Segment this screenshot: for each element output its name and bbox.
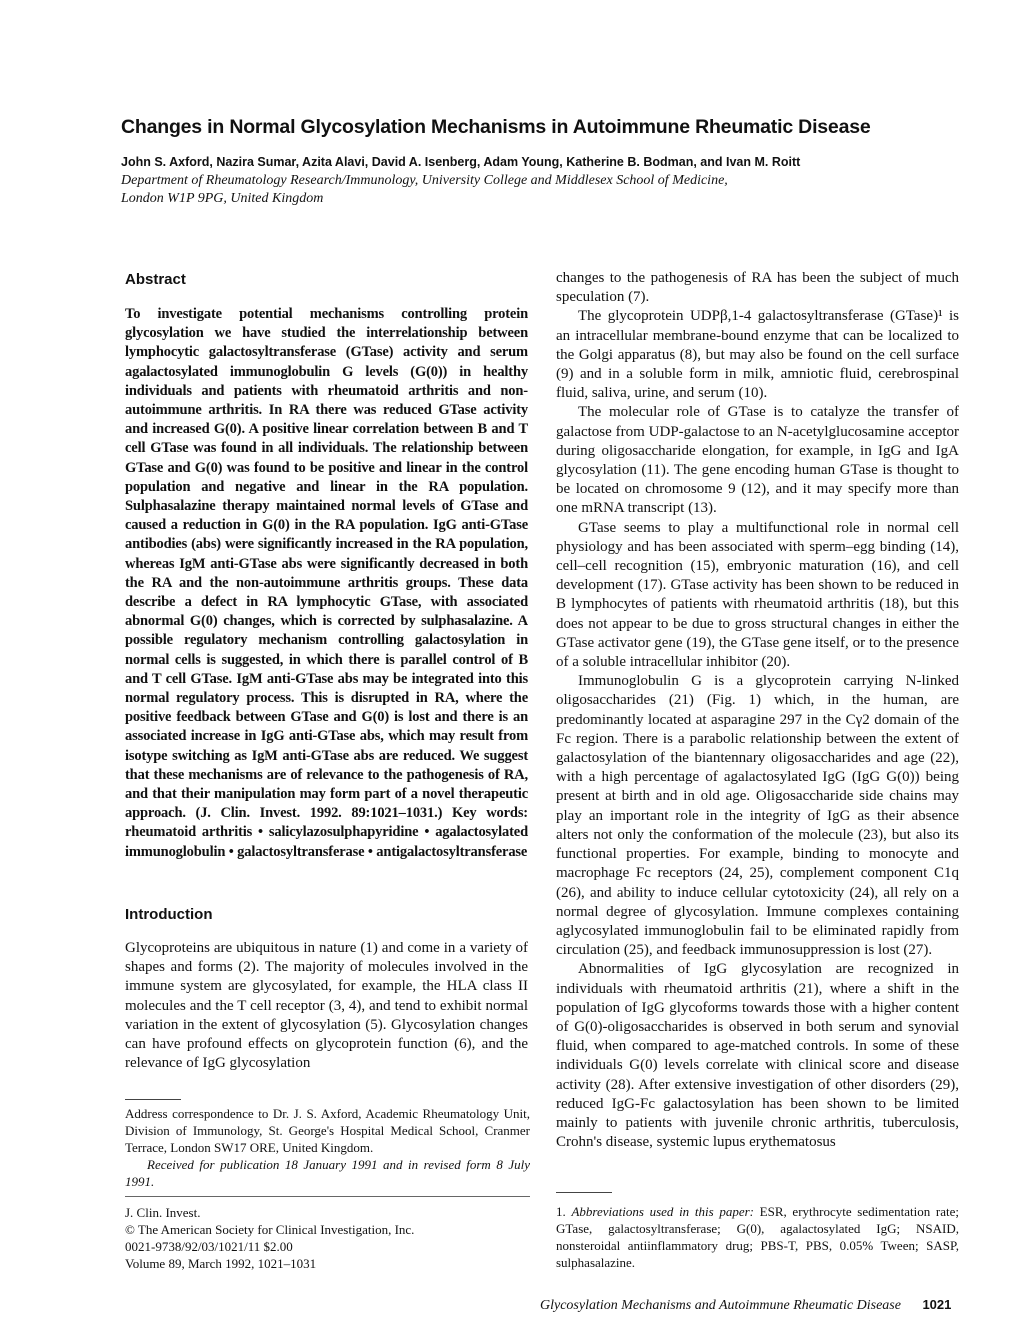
issn-line: 0021-9738/92/03/1021/11 $2.00 [125,1239,293,1254]
volume-line: Volume 89, March 1992, 1021–1031 [125,1256,317,1271]
journal-name: J. Clin. Invest. [125,1205,201,1220]
paragraph: Immunoglobulin G is a glycoprotein carrying N-linked oligosaccharides (21) (Fig. 1) which, in the human, are predominantly located at asparagine 297 in the Cγ2 domain of the Fc region. There is a parabolic relationship between the extent of galactosylation of the biantennary oligosaccharides and age (22), with a high percentage of agalactosylated IgG (IgG G(0)) being present at birth and in old age. Oligosaccharide side chains may play an important role in the integrity of IgG as their absence alters not only the conformation of the molecule (23), but also its functional properties. For example, binding to monocyte and macrophage Fc receptors (24, 25), complement component C1q (26), and ability to induce cellular cytotoxicity (24), all rely on a normal degree of glycosylation. Immune complexes containing aglycosylated immunoglobulin fail to be eliminated rapidly from circulation (25), and feedback immunosuppression is lost (27). [556,673,959,959]
journal-info [125,1204,530,1272]
paper-title: Changes in Normal Glycosylation Mechanisms in Autoimmune Rheumatic Disease [121,116,871,138]
page-number: 1021 [922,1297,952,1312]
page-footer [540,1297,960,1314]
paragraph: Abnormalities of IgG glycosylation are recognized in individuals with rheumatoid arthritis (21), where a shift in the population of IgG glycoforms towards those with a higher content of G(0)-oligosaccharides is observed in both serum and synovial fluid, when compared to age-matched controls. In some of these individuals G(0) levels correlate with clinical score and disease activity (28). After extensive investigation of other disorders (29), reduced IgG-Fc galactosylation has been shown to be limited mainly to patients with juvenile chronic arthritis, tuberculosis, Crohn's disease, systemic lupus erythematosus [556,961,959,1151]
introduction-body [125,939,528,1073]
paragraph: Glycoproteins are ubiquitous in nature (1) and come in a variety of shapes and forms (2). The majority of molecules involved in the immune system are glycosylated, for example, the HLA class II molecules and the T cell receptor (3, 4), and tend to exhibit normal variation in the extent of glycosylation (5). Glycosylation changes can have profound effects on glycoprotein function (6), and the relevance of IgG glycosylation [125,940,528,1072]
paragraph: GTase seems to play a multifunctional role in normal cell physiology and has been associated with sperm–egg binding (14), cell–cell recognition (15), embryonic maturation (16), and cell development (17). GTase activity has been shown to be reduced in B lymphocytes of patients with rheumatoid arthritis (18), but this does not appear to be due to gross structural changes in either the GTase activator gene (19), the GTase gene itself, or to the presence of a soluble intracellular inhibitor (20). [556,519,959,671]
correspondence-footnote [125,1105,530,1190]
footnote-rule [556,1192,612,1193]
right-column [556,269,959,1152]
affiliation-line: Department of Rheumatology Research/Immunology, University College and Middlesex School of Medicine, [121,173,728,188]
affiliation-line: London W1P 9PG, United Kingdom [121,191,324,206]
abbreviations-text: 1. Abbreviations used in this paper: ESR, erythrocyte sedimentation rate; GTase, galactosyltransferase; G(0), agalactosylated IgG; NSAID, nonsteroidal antiinflammatory drug; PBS-T, PBS, 0.05% Tween; SASP, sulphasalazine. [556,1204,959,1270]
correspondence-address: Address correspondence to Dr. J. S. Axford, Academic Rheumatology Unit, Division of Immunology, St. George's Hospital Medical School, Cranmer Terrace, London SW17 ORE, United Kingdom. [125,1106,530,1155]
paragraph: changes to the pathogenesis of RA has been the subject of much speculation (7). [556,270,959,306]
abstract-text: To investigate potential mechanisms controlling protein glycosylation we have studied the interrelationship between lymphocytic galactosyltransferase (GTase) activity and serum agalactosylated immunoglobulin G levels (G(0)) in healthy individuals and patients with rheumatoid arthritis and non-autoimmune arthritis. In RA there was reduced GTase activity and increased G(0). A positive linear correlation between B and T cell GTase was found in all individuals. The relationship between GTase and G(0) was found to be positive and linear in the control population and negative and linear in the RA population. Sulphasalazine therapy maintained normal levels of GTase and caused a reduction in G(0) in the RA population. IgG anti-GTase antibodies (abs) were significantly increased in the RA population, whereas IgM anti-GTase abs were significantly decreased in both the RA and the non-autoimmune arthritis groups. These data describe a defect in RA lymphocytic GTase, with associated abnormal G(0) changes, which is corrected by sulphasalazine. A possible regulatory mechanism controlling galactosylation in normal cells is suggested, in which there is parallel control of B and T cell GTase. IgM anti-GTase abs may be integrated into this normal regulatory process. This is disrupted in RA, where the positive feedback between GTase and G(0) is lost and there is an associated increase in IgG anti-GTase abs, which may result from isotype switching as IgM anti-GTase abs are reduced. We suggest that these mechanisms are of relevance to the pathogenesis of RA, and that their manipulation may form part of a novel therapeutic approach. (J. Clin. Invest. 1992. 89:1021–1031.) Key words: rheumatoid arthritis • salicylazosulphapyridine • agalactosylated immunoglobulin • galactosyltransferase • antigalactosyltransferase [125,306,528,860]
paragraph: The molecular role of GTase is to catalyze the transfer of galactose from UDP-galactose to an N-acetylglucosamine acceptor during oligosaccharide elongation, for example, in IgG and IgA glycosylation (11). The gene encoding human GTase is thought to be located on chromosome 9 (12), and it may specify more than one mRNA transcript (13). [556,404,959,517]
copyright-line: © The American Society for Clinical Investigation, Inc. [125,1222,415,1237]
journal-info-rule [125,1196,530,1197]
paragraph: The glycoprotein UDPβ,1-4 galactosyltransferase (GTase)¹ is an intracellular membrane-bound enzyme that can be localized to the Golgi apparatus (8), but may also be found on the cell surface (9) and in a soluble form in milk, amniotic fluid, cerebrospinal fluid, saliva, urine, and serum (10). [556,308,959,402]
running-title: Glycosylation Mechanisms and Autoimmune Rheumatic Disease [540,1298,901,1313]
author-list: John S. Axford, Nazira Sumar, Azita Alavi, David A. Isenberg, Adam Young, Katherine B. Bodman, and Ivan M. Roitt [121,155,801,169]
abstract-body [125,305,528,862]
affiliation [121,172,881,208]
abbreviations-footnote [556,1203,959,1271]
received-date: Received for publication 18 January 1991 and in revised form 8 July 1991. [125,1157,530,1189]
abstract-heading: Abstract [125,271,186,288]
footnote-rule [125,1099,181,1100]
introduction-heading: Introduction [125,906,213,923]
